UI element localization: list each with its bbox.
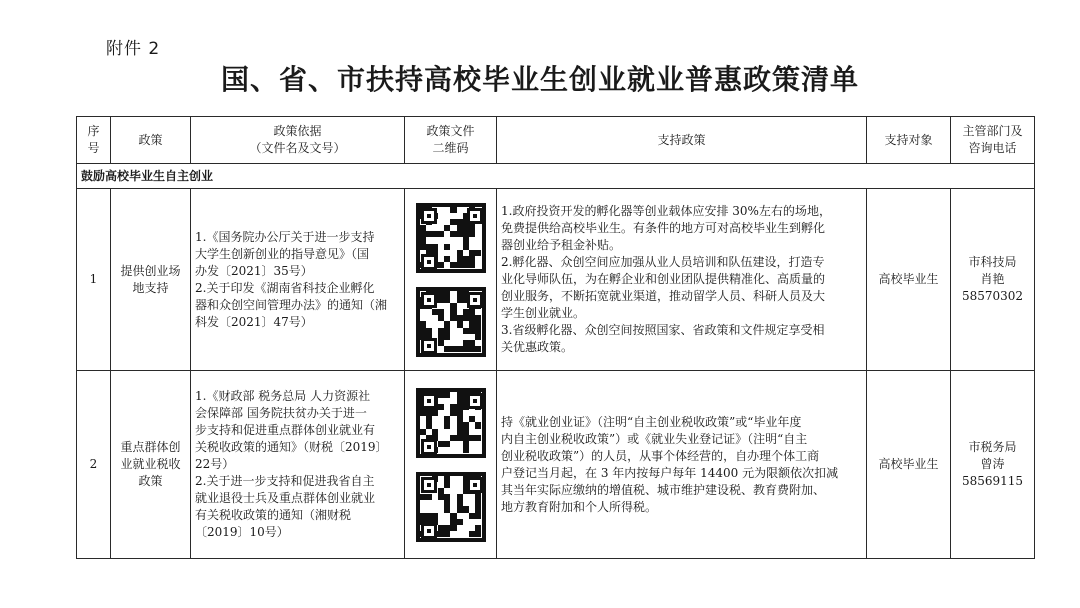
basis-line: 关税收政策的通知》（财税〔2019〕 (195, 440, 388, 454)
row-basis (191, 189, 405, 371)
row-dept (951, 371, 1035, 559)
header-qr (405, 117, 497, 164)
row-dept (951, 189, 1035, 371)
dept-line: 曾涛 (980, 457, 1005, 471)
header-seq (77, 117, 111, 164)
header-basis-line1: 政策依据 (273, 124, 322, 138)
row-support (497, 371, 867, 559)
basis-line: 有关税收政策的通知（湘财税 (195, 508, 352, 522)
header-dept (951, 117, 1035, 164)
support-line: 关优惠政策。 (501, 340, 574, 354)
header-basis-line2: （文件名及文号） (249, 141, 346, 155)
dept-line: 58569115 (961, 474, 1024, 488)
support-line: 学生创业就业。 (501, 306, 586, 320)
header-qr-line2: 二维码 (432, 141, 469, 155)
support-line: 创业服务，不断拓宽就业渠道，推动留学人员、科研人员及大 (501, 289, 826, 303)
support-line: 1.政府投资开发的孵化器等创业载体应安排 30%左右的场地， (501, 204, 831, 218)
policy-table (76, 116, 1035, 559)
support-line: 免费提供给高校毕业生。有条件的地方可对高校毕业生到孵化 (501, 221, 826, 235)
support-line: 户登记当月起，在 3 年内按每户每年 14400 元为限额依次扣减 (501, 465, 839, 480)
support-line: 2.孵化器、众创空间应加强从业人员培训和队伍建设，打造专 (501, 255, 825, 269)
row-policy (111, 189, 191, 371)
header-target: 支持对象 (867, 117, 951, 164)
header-row (77, 117, 1035, 164)
policy-line: 提供创业场 (120, 263, 181, 278)
support-line: 地方教育附加和个人所得税。 (501, 499, 658, 514)
basis-line: 1.《财政部 税务总局 人力资源社 (195, 389, 371, 403)
table-row (77, 371, 1035, 559)
header-qr-line1: 政策文件 (426, 124, 475, 138)
qr-code-icon[interactable] (416, 203, 486, 273)
policy-line: 地支持 (132, 280, 169, 295)
dept-line: 市税务局 (968, 440, 1017, 454)
row-seq: 1 (77, 189, 111, 371)
row-target: 高校毕业生 (867, 189, 951, 371)
support-line: 业化导师队伍，为在孵企业和创业团队提供精准化、高质量的 (501, 272, 826, 286)
section-row (77, 164, 1035, 189)
qr-code-icon[interactable] (416, 388, 486, 458)
basis-line: 1.《国务院办公厅关于进一步支持 (195, 229, 375, 244)
support-line: 其当年实际应缴纳的增值税、城市维护建设税、教育费附加、 (501, 482, 826, 497)
basis-line: 会保障部 国务院扶贫办关于进一 (195, 406, 367, 420)
support-line: 内自主创业税收政策”）或《就业失业登记证》（注明“自主 (501, 431, 808, 446)
basis-line: 2.关于印发《湖南省科技企业孵化 (195, 280, 375, 295)
header-policy: 政策 (111, 117, 191, 164)
row-target: 高校毕业生 (867, 371, 951, 559)
row-qr (405, 189, 497, 371)
header-dept-line1: 主管部门及 (962, 124, 1023, 138)
dept-line: 肖艳 (980, 272, 1005, 286)
page-title: 国、省、市扶持高校毕业生创业就业普惠政策清单 (220, 63, 859, 96)
support-line: 器创业给予租金补贴。 (501, 238, 622, 252)
support-line: 创业税收政策”）的人员，从事个体经营的，自办理个体工商 (501, 448, 820, 463)
basis-line: 22号） (195, 457, 235, 471)
policy-line: 重点群体创 (120, 440, 181, 454)
header-support: 支持政策 (497, 117, 867, 164)
basis-line: 大学生创新创业的指导意见》（国 (195, 246, 370, 261)
basis-line: 办发〔2021〕35号） (195, 263, 313, 278)
row-basis (191, 371, 405, 559)
qr-code-icon[interactable] (416, 287, 486, 357)
basis-line: 2.关于进一步支持和促进我省自主 (195, 474, 375, 488)
policy-line: 业就业税收 (120, 457, 181, 471)
row-policy (111, 371, 191, 559)
header-seq-line1: 序 (87, 124, 100, 138)
table-row (77, 189, 1035, 371)
basis-line: 器和众创空间管理办法》的通知（湘 (195, 297, 388, 312)
support-line: 持《就业创业证》（注明“自主创业税收政策”或“毕业年度 (501, 414, 802, 429)
header-seq-line2: 号 (87, 141, 100, 155)
dept-line: 市科技局 (968, 255, 1017, 269)
basis-line: 〔2019〕10号） (195, 525, 289, 539)
row-qr (405, 371, 497, 559)
policy-line: 政策 (138, 474, 163, 488)
header-basis (191, 117, 405, 164)
basis-line: 就业退役士兵及重点群体创业就业 (195, 491, 376, 505)
support-line: 3.省级孵化器、众创空间按照国家、省政策和文件规定享受相 (501, 323, 825, 337)
section-title: 鼓励高校毕业生自主创业 (77, 164, 1035, 189)
header-dept-line2: 咨询电话 (968, 141, 1017, 155)
basis-line: 步支持和促进重点群体创业就业有 (195, 423, 376, 437)
row-support (497, 189, 867, 371)
row-seq: 2 (77, 371, 111, 559)
qr-code-icon[interactable] (416, 472, 486, 542)
attachment-label: 附件 2 (106, 39, 161, 59)
basis-line: 科发〔2021〕47号） (195, 314, 313, 329)
dept-line: 58570302 (961, 289, 1024, 303)
